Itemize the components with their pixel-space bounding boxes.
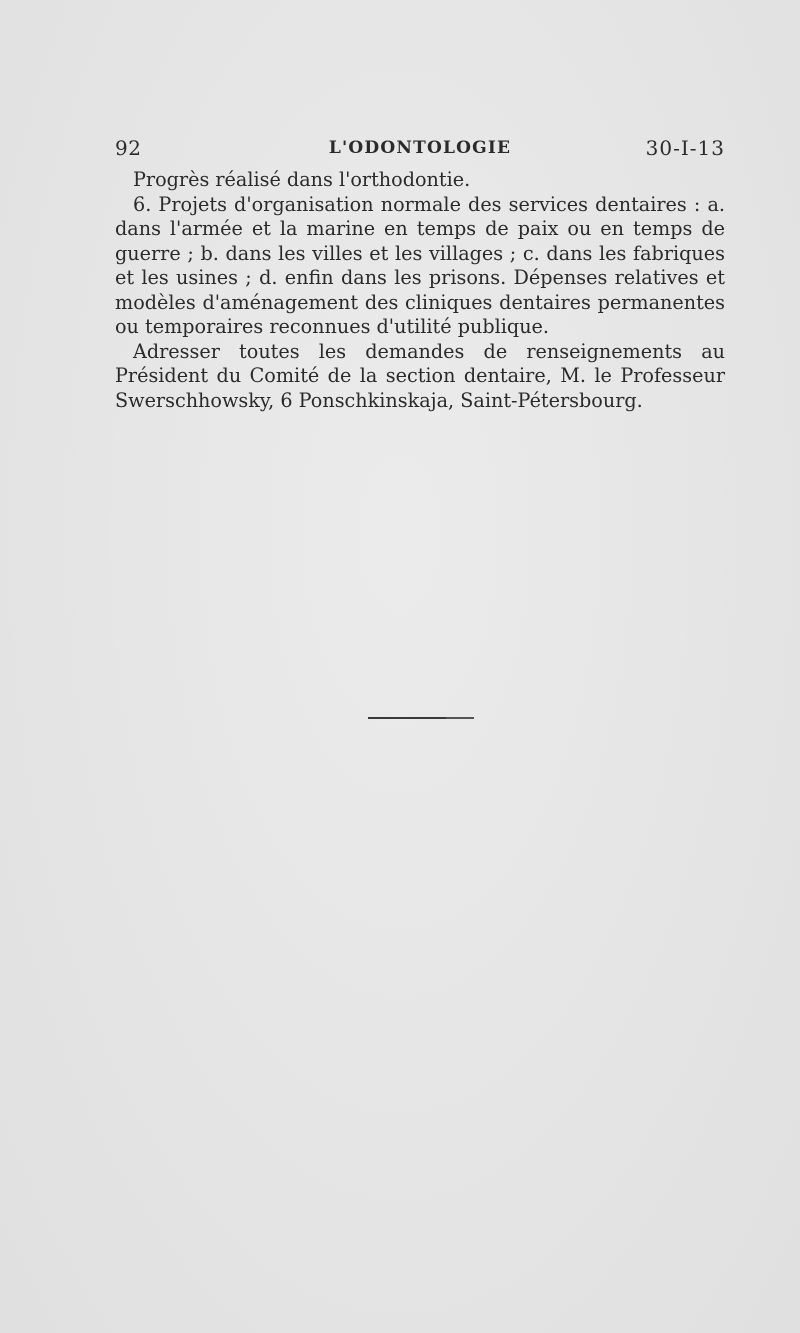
page-number: 92 (115, 136, 142, 160)
paragraph-orthodontics: Progrès réalisé dans l'orthodontie. (133, 168, 471, 191)
running-head (115, 136, 725, 164)
issue-date: 30-I-13 (645, 136, 725, 160)
body-text (115, 168, 725, 413)
paragraph-projects: 6. Projets d'organisation normale des services dentaires : a. dans l'armée et la marine en temps de paix ou en temps de guerre ; b. dans les villes et les villages ; c. dans les fabriques et les usines ; d. enfin dans les prisons. Dépenses relatives et modèles d'aménagement des cliniques dentaires permanentes ou temporaires reconnues d'utilité publique. (115, 192, 725, 338)
journal-title: L'ODONTOLOGIE (328, 138, 512, 158)
paragraph-contact: Adresser toutes les demandes de renseignements au Président du Comité de la section dentaire, M. le Professeur Swerschhowsky, 6 Ponschkinskaja, Saint-Pétersbourg. (115, 339, 725, 412)
section-end-rule (368, 717, 474, 719)
